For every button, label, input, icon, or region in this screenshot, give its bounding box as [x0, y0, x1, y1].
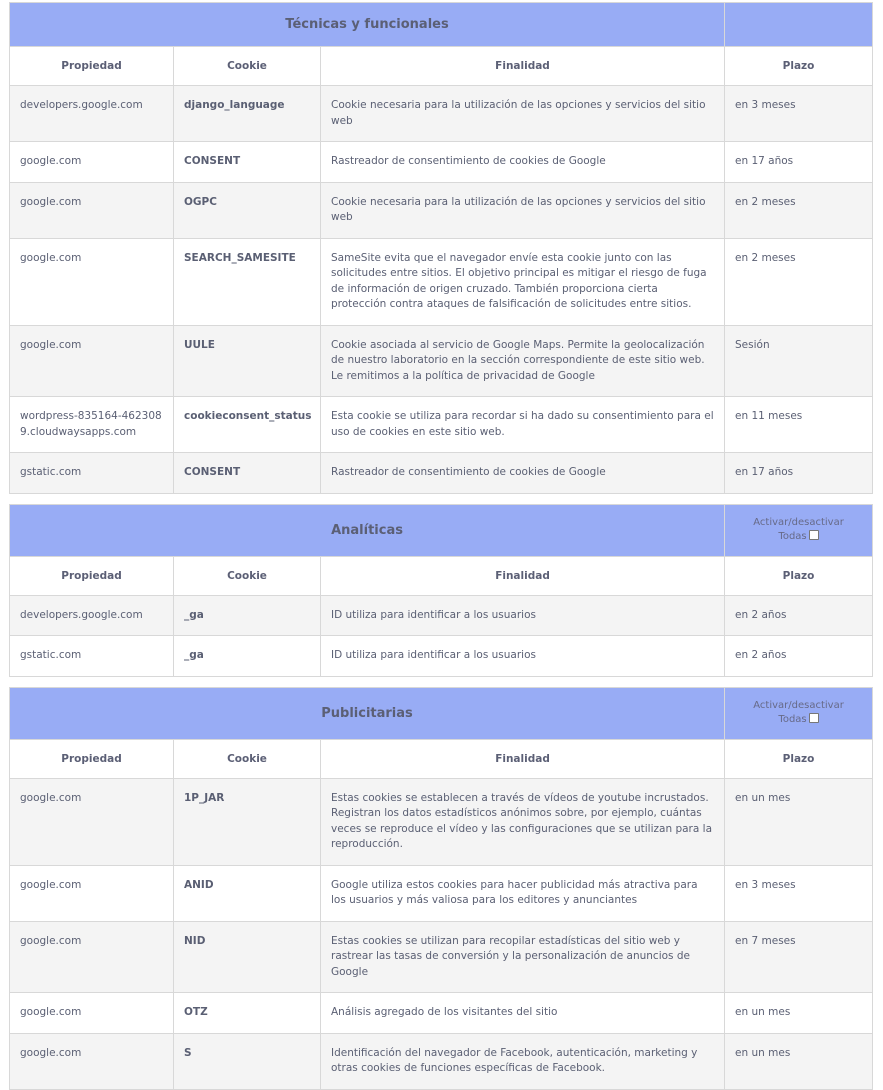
cell-cookie: 1P_JAR: [174, 778, 321, 865]
cell-plazo: en 11 meses: [725, 397, 873, 453]
cell-propiedad: wordpress-835164-4623089.cloudwaysapps.com: [10, 397, 174, 453]
cell-finalidad: Identificación del navegador de Facebook, autenticación, marketing y otras cookies de funciones específicas de Facebook.: [321, 1033, 725, 1089]
table-row: [10, 778, 873, 865]
cell-propiedad: google.com: [10, 142, 174, 183]
cell-cookie: S: [174, 1033, 321, 1089]
cell-finalidad: Google utiliza estos cookies para hacer publicidad más atractiva para los usuarios y más valiosa para los editores y anunciantes: [321, 865, 725, 921]
toggle-label: Activar/desactivar: [753, 517, 844, 528]
table-row: [10, 595, 873, 636]
cell-cookie: CONSENT: [174, 142, 321, 183]
table-row: [10, 142, 873, 183]
cell-finalidad: Análisis agregado de los visitantes del sitio: [321, 993, 725, 1034]
table-row: [10, 1033, 873, 1089]
cell-propiedad: google.com: [10, 325, 174, 397]
cell-cookie: _ga: [174, 595, 321, 636]
table-row: [10, 86, 873, 142]
cell-finalidad: Cookie necesaria para la utilización de las opciones y servicios del sitio web: [321, 86, 725, 142]
col-header-propiedad: Propiedad: [10, 47, 174, 86]
cell-cookie: UULE: [174, 325, 321, 397]
cell-cookie: ANID: [174, 865, 321, 921]
table-row: [10, 865, 873, 921]
toggle-all-label: Todas: [778, 714, 807, 725]
cell-propiedad: google.com: [10, 238, 174, 325]
toggle-all-label: Todas: [778, 531, 807, 542]
cell-finalidad: Cookie necesaria para la utilización de las opciones y servicios del sitio web: [321, 182, 725, 238]
section-toggle: [725, 687, 873, 739]
table-row: [10, 453, 873, 494]
cell-propiedad: google.com: [10, 778, 174, 865]
cell-plazo: en 2 meses: [725, 238, 873, 325]
cell-propiedad: google.com: [10, 865, 174, 921]
cell-cookie: NID: [174, 921, 321, 993]
cell-finalidad: Rastreador de consentimiento de cookies de Google: [321, 142, 725, 183]
cell-finalidad: Estas cookies se establecen a través de vídeos de youtube incrustados. Registran los datos estadísticos anónimos sobre, por ejemplo, cuántas veces se reproduce el vídeo y las configuraciones que se utilizan para la reproducción.: [321, 778, 725, 865]
section-title: Técnicas y funcionales: [10, 3, 725, 47]
col-header-propiedad: Propiedad: [10, 739, 174, 778]
cell-cookie: CONSENT: [174, 453, 321, 494]
cell-finalidad: ID utiliza para identificar a los usuarios: [321, 595, 725, 636]
cell-cookie: django_language: [174, 86, 321, 142]
cell-propiedad: gstatic.com: [10, 453, 174, 494]
table-row: [10, 325, 873, 397]
col-header-finalidad: Finalidad: [321, 739, 725, 778]
cell-plazo: en 3 meses: [725, 865, 873, 921]
cell-propiedad: gstatic.com: [10, 636, 174, 677]
cell-plazo: en un mes: [725, 778, 873, 865]
table-row: [10, 397, 873, 453]
table-row: [10, 238, 873, 325]
cell-plazo: en 2 años: [725, 595, 873, 636]
table-row: [10, 636, 873, 677]
col-header-plazo: Plazo: [725, 556, 873, 595]
cell-cookie: SEARCH_SAMESITE: [174, 238, 321, 325]
cell-propiedad: google.com: [10, 1033, 174, 1089]
cell-plazo: en 3 meses: [725, 86, 873, 142]
cell-plazo: en 7 meses: [725, 921, 873, 993]
cookie-table-analiticas: [9, 504, 873, 677]
col-header-plazo: Plazo: [725, 47, 873, 86]
section-title: Analíticas: [10, 504, 725, 556]
col-header-cookie: Cookie: [174, 556, 321, 595]
cell-cookie: OGPC: [174, 182, 321, 238]
cell-propiedad: developers.google.com: [10, 595, 174, 636]
cell-cookie: _ga: [174, 636, 321, 677]
section-title: Publicitarias: [10, 687, 725, 739]
col-header-cookie: Cookie: [174, 47, 321, 86]
cell-plazo: en 2 meses: [725, 182, 873, 238]
cell-plazo: en 17 años: [725, 142, 873, 183]
cell-finalidad: Estas cookies se utilizan para recopilar estadísticas del sitio web y rastrear las tasas de conversión y la personalización de anuncios de Google: [321, 921, 725, 993]
cookie-table-tecnicas: [9, 2, 873, 494]
toggle-all-checkbox[interactable]: [809, 713, 819, 723]
cookie-table-publicitarias: [9, 687, 873, 1090]
col-header-propiedad: Propiedad: [10, 556, 174, 595]
cell-finalidad: SameSite evita que el navegador envíe esta cookie junto con las solicitudes entre sitios. El objetivo principal es mitigar el riesgo de fuga de información de origen cruzado. También proporciona cierta protección contra ataques de falsificación de solicitudes entre sitios.: [321, 238, 725, 325]
cell-propiedad: google.com: [10, 993, 174, 1034]
cell-finalidad: Rastreador de consentimiento de cookies de Google: [321, 453, 725, 494]
cell-finalidad: Esta cookie se utiliza para recordar si ha dado su consentimiento para el uso de cookies en este sitio web.: [321, 397, 725, 453]
cell-plazo: en 2 años: [725, 636, 873, 677]
col-header-finalidad: Finalidad: [321, 556, 725, 595]
table-row: [10, 182, 873, 238]
col-header-cookie: Cookie: [174, 739, 321, 778]
cell-finalidad: Cookie asociada al servicio de Google Maps. Permite la geolocalización de nuestro laboratorio en la sección correspondiente de este sitio web. Le remitimos a la política de privacidad de Google: [321, 325, 725, 397]
cell-propiedad: developers.google.com: [10, 86, 174, 142]
section-toggle: [725, 504, 873, 556]
section-toggle-empty: [725, 3, 873, 47]
cell-plazo: en un mes: [725, 993, 873, 1034]
cell-cookie: cookieconsent_status: [174, 397, 321, 453]
cookie-tables: [9, 2, 872, 1090]
col-header-plazo: Plazo: [725, 739, 873, 778]
toggle-label: Activar/desactivar: [753, 700, 844, 711]
table-row: [10, 993, 873, 1034]
cell-cookie: OTZ: [174, 993, 321, 1034]
table-row: [10, 921, 873, 993]
cell-plazo: Sesión: [725, 325, 873, 397]
cell-plazo: en 17 años: [725, 453, 873, 494]
cell-plazo: en un mes: [725, 1033, 873, 1089]
toggle-all-checkbox[interactable]: [809, 530, 819, 540]
col-header-finalidad: Finalidad: [321, 47, 725, 86]
cell-propiedad: google.com: [10, 921, 174, 993]
cell-finalidad: ID utiliza para identificar a los usuarios: [321, 636, 725, 677]
cell-propiedad: google.com: [10, 182, 174, 238]
